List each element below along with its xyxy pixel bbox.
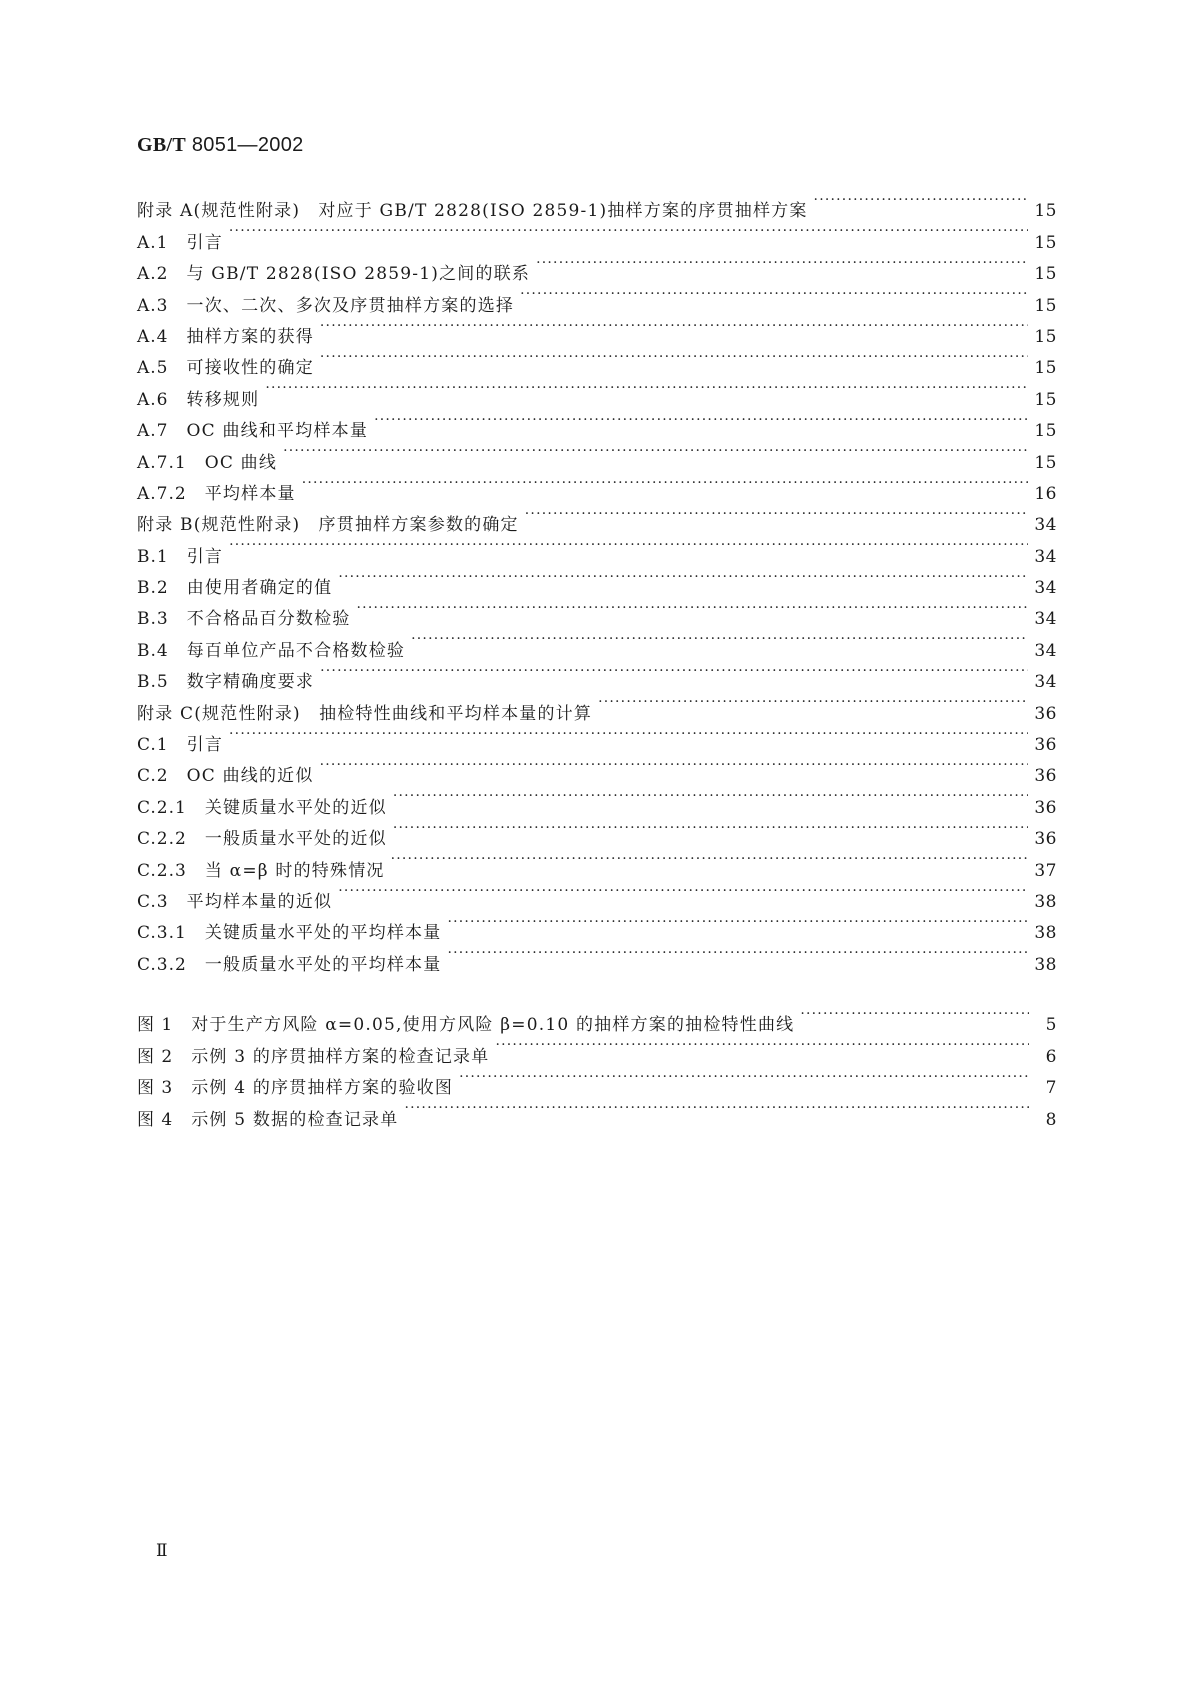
entry-number: C.3.1 <box>137 923 205 944</box>
entry-title: 平均样本量 <box>204 483 296 504</box>
dot-leader <box>229 530 1028 561</box>
dot-leader <box>320 342 1028 373</box>
entry-page-number: 38 <box>1034 923 1057 944</box>
toc-entry[interactable] <box>137 248 1057 285</box>
dot-leader <box>393 813 1029 844</box>
entry-title: 引言 <box>186 735 224 756</box>
entry-page-number: 38 <box>1034 954 1057 975</box>
entry-number: B.4 <box>137 640 187 661</box>
figure-entry[interactable] <box>137 999 1057 1036</box>
dot-leader <box>283 436 1028 467</box>
entry-page-number: 15 <box>1034 264 1057 285</box>
entry-page-number: 34 <box>1034 578 1057 599</box>
entry-number: C.2.3 <box>137 860 205 881</box>
standard-number: 8051—2002 <box>186 134 304 156</box>
dot-leader <box>525 499 1029 530</box>
entry-title: 由使用者确定的值 <box>186 578 333 599</box>
entry-number: A.5 <box>137 358 187 379</box>
entry-number: A.4 <box>137 326 187 347</box>
page-number-footer: Ⅱ <box>156 1541 168 1561</box>
entry-number: B.5 <box>137 672 187 693</box>
entry-number: C.1 <box>137 735 187 756</box>
entry-title: OC 曲线和平均样本量 <box>186 421 369 442</box>
entry-number: A.3 <box>137 295 187 316</box>
entry-number: A.1 <box>137 232 187 253</box>
entry-number: B.3 <box>137 609 187 630</box>
entry-page-number: 15 <box>1034 295 1057 316</box>
dot-leader <box>459 1062 1029 1093</box>
entry-title: 示例 5 数据的检查记录单 <box>191 1109 399 1130</box>
entry-number: 图 3 <box>137 1078 192 1099</box>
entry-page-number: 37 <box>1034 860 1057 881</box>
entry-number: 图 2 <box>137 1046 192 1067</box>
dot-leader <box>320 656 1028 687</box>
entry-title: 对于生产方风险 α=0.05,使用方风险 β=0.10 的抽样方案的抽检特性曲线 <box>191 1015 795 1036</box>
entry-number: A.7.1 <box>137 452 205 473</box>
entry-number: C.2.1 <box>137 797 205 818</box>
dot-leader <box>374 405 1028 436</box>
dot-leader <box>447 907 1028 938</box>
dot-leader <box>495 1030 1029 1061</box>
entry-number: C.2.2 <box>137 829 205 850</box>
entry-page-number: 36 <box>1034 829 1057 850</box>
entry-title: 与 GB/T 2828(ISO 2859-1)之间的联系 <box>186 264 531 285</box>
dot-leader <box>320 311 1028 342</box>
toc-entry[interactable] <box>137 373 1057 410</box>
standard-prefix: GB/T <box>137 134 186 156</box>
entry-page-number: 34 <box>1034 672 1057 693</box>
entry-page-number: 34 <box>1034 515 1057 536</box>
toc-entry[interactable] <box>137 719 1057 756</box>
entry-page-number: 8 <box>1045 1109 1057 1130</box>
entry-page-number: 15 <box>1034 358 1057 379</box>
entry-page-number: 38 <box>1034 891 1057 912</box>
dot-leader <box>814 185 1029 216</box>
entry-page-number: 36 <box>1034 703 1057 724</box>
entry-title: 不合格品百分数检验 <box>186 609 351 630</box>
entry-title: 可接收性的确定 <box>186 358 314 379</box>
dot-leader <box>357 593 1029 624</box>
entry-title: 抽样方案的获得 <box>186 326 314 347</box>
entry-number: A.6 <box>137 389 187 410</box>
dot-leader <box>338 562 1028 593</box>
entry-title: 一般质量水平处的近似 <box>204 829 387 850</box>
dot-leader <box>393 781 1029 812</box>
entry-page-number: 15 <box>1034 201 1057 222</box>
entry-page-number: 36 <box>1034 797 1057 818</box>
entry-number: 图 1 <box>137 1015 192 1036</box>
entry-title: 示例 4 的序贯抽样方案的验收图 <box>191 1078 454 1099</box>
entry-page-number: 36 <box>1034 735 1057 756</box>
entry-page-number: 34 <box>1034 609 1057 630</box>
entry-page-number: 34 <box>1034 640 1057 661</box>
dot-leader <box>338 876 1028 907</box>
entry-number: A.2 <box>137 264 187 285</box>
entry-title: 示例 3 的序贯抽样方案的检查记录单 <box>191 1046 490 1067</box>
table-of-contents <box>137 185 1057 975</box>
entry-title: 一次、二次、多次及序贯抽样方案的选择 <box>186 295 515 316</box>
entry-number: C.3.2 <box>137 954 205 975</box>
entry-page-number: 6 <box>1045 1046 1057 1067</box>
toc-entry[interactable] <box>137 216 1057 253</box>
dot-leader <box>536 248 1028 279</box>
toc-entry[interactable] <box>137 562 1057 599</box>
dot-leader <box>520 279 1028 310</box>
dot-leader <box>800 999 1029 1030</box>
entry-title: 附录 C(规范性附录) 抽检特性曲线和平均样本量的计算 <box>137 703 593 724</box>
toc-entry[interactable] <box>137 750 1057 787</box>
entry-title: 平均样本量的近似 <box>186 891 333 912</box>
dot-leader <box>447 938 1028 969</box>
dot-leader <box>302 468 1029 499</box>
entry-number: 图 4 <box>137 1109 192 1130</box>
dot-leader <box>320 750 1029 781</box>
entry-page-number: 15 <box>1034 421 1057 442</box>
entry-title: 转移规则 <box>186 389 260 410</box>
entry-number: A.7 <box>137 421 187 442</box>
entry-page-number: 34 <box>1034 546 1057 567</box>
toc-entry[interactable] <box>137 405 1057 442</box>
dot-leader <box>404 1093 1029 1124</box>
entry-page-number: 7 <box>1045 1078 1057 1099</box>
entry-title: 一般质量水平处的平均样本量 <box>204 954 442 975</box>
entry-page-number: 16 <box>1034 483 1057 504</box>
entry-title: 引言 <box>186 546 224 567</box>
dot-leader <box>265 373 1028 404</box>
entry-page-number: 15 <box>1034 389 1057 410</box>
entry-number: C.3 <box>137 891 187 912</box>
dot-leader <box>598 687 1028 718</box>
entry-title: 关键质量水平处的平均样本量 <box>204 923 442 944</box>
entry-title: 当 α=β 时的特殊情况 <box>204 860 385 881</box>
entry-title: 每百单位产品不合格数检验 <box>186 640 406 661</box>
entry-page-number: 36 <box>1034 766 1057 787</box>
entry-number: A.7.2 <box>137 483 205 504</box>
document-code <box>137 134 304 157</box>
entry-title: OC 曲线 <box>204 452 278 473</box>
dot-leader <box>229 719 1028 750</box>
list-of-figures <box>137 999 1057 1130</box>
entry-title: 引言 <box>186 232 223 253</box>
entry-page-number: 5 <box>1045 1015 1057 1036</box>
entry-page-number: 15 <box>1034 326 1057 347</box>
toc-entry[interactable] <box>137 185 1057 222</box>
entry-title: 数字精确度要求 <box>186 672 315 693</box>
entry-title: 关键质量水平处的近似 <box>204 797 387 818</box>
dot-leader <box>411 624 1028 655</box>
entry-title: 附录 A(规范性附录) 对应于 GB/T 2828(ISO 2859-1)抽样方案的序贯抽样方案 <box>137 201 808 222</box>
dot-leader <box>391 844 1029 875</box>
entry-title: OC 曲线的近似 <box>186 766 314 787</box>
entry-number: B.2 <box>137 578 187 599</box>
entry-page-number: 15 <box>1034 232 1057 253</box>
entry-page-number: 15 <box>1034 452 1057 473</box>
dot-leader <box>229 216 1028 247</box>
entry-number: B.1 <box>137 546 187 567</box>
toc-entry[interactable] <box>137 530 1057 567</box>
entry-number: C.2 <box>137 766 187 787</box>
entry-title: 附录 B(规范性附录) 序贯抽样方案参数的确定 <box>137 515 519 536</box>
